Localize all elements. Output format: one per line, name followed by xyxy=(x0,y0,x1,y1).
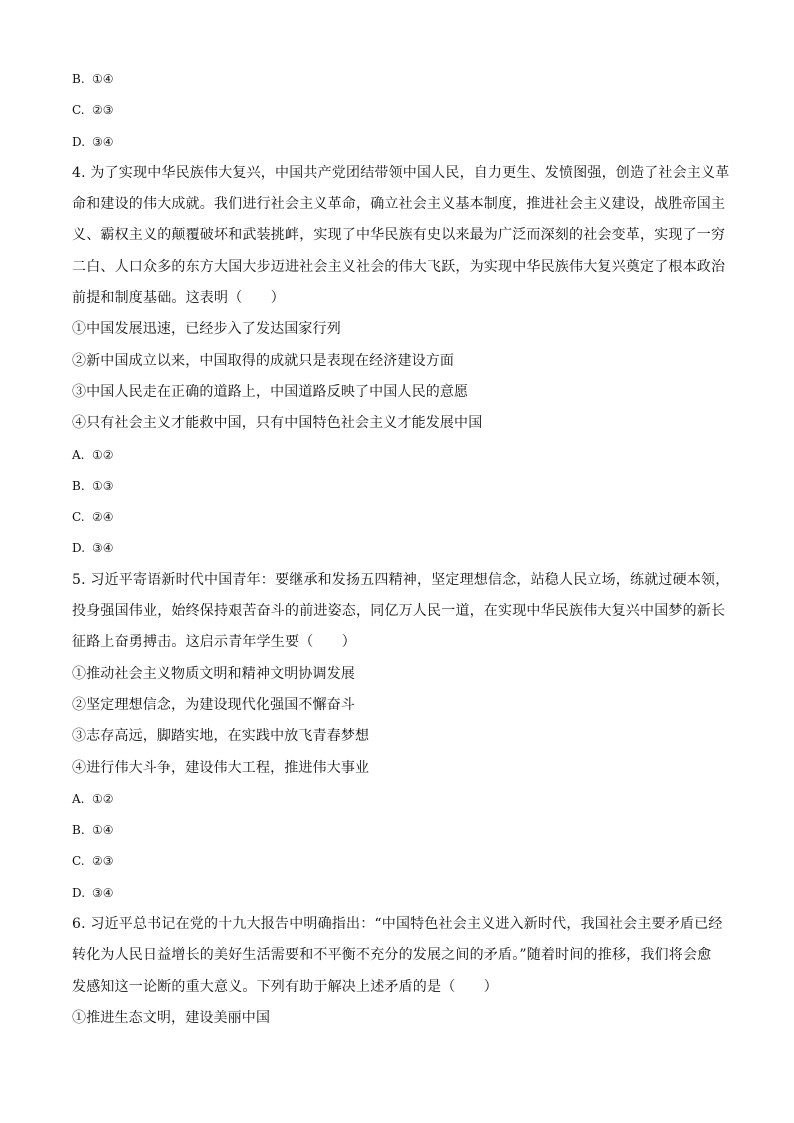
q4-stem-line: 二白、人口众多的东方大国大步迈进社会主义社会的伟大飞跃，为实现中华民族伟大复兴奠定了根本政治 xyxy=(72,258,726,275)
option-letter: C. xyxy=(72,854,85,869)
q3-option-c xyxy=(72,95,722,126)
q6-stem-line: 发感知这一论断的重大意义。下列有助于解决上述矛盾的是（ ） xyxy=(72,978,498,995)
q5-item-3: ③志存高远，脚踏实地，在实践中放飞青春梦想 xyxy=(72,728,370,745)
option-letter: A. xyxy=(72,447,85,462)
q6-stem-line: 6. 习近平总书记在党的十九大报告中明确指出：“中国特色社会主义进入新时代，我国社会主要矛盾已经 xyxy=(72,916,723,933)
option-letter: B. xyxy=(72,72,85,86)
question-5 xyxy=(72,565,730,909)
q4-stem-line: 命和建设的伟大成就。我们进行社会主义革命，确立社会主义基本制度，推进社会主义建设，战胜帝国主 xyxy=(72,196,726,213)
question-6 xyxy=(72,909,722,1034)
q5-option-c xyxy=(72,846,722,877)
q5-stem-line: 投身强国伟业，始终保持艰苦奋斗的前进姿态，同亿万人民一道，在实现中华民族伟大复兴中国梦的新长 xyxy=(72,603,726,620)
option-text: ③④ xyxy=(92,134,114,149)
q4-option-b xyxy=(72,471,722,502)
q4-option-a xyxy=(72,440,722,471)
q5-option-a xyxy=(72,784,722,815)
option-letter: B. xyxy=(72,478,85,493)
q4-item-2: ②新中国成立以来，中国取得的成就只是表现在经济建设方面 xyxy=(72,352,455,369)
q6-stem-line: 转化为人民日益增长的美好生活需要和不平衡不充分的发展之间的矛盾。”随着时间的推移，我们将会愈 xyxy=(72,947,712,964)
q3-option-b xyxy=(72,64,722,95)
q5-option-b xyxy=(72,815,722,846)
q5-option-d xyxy=(72,878,722,909)
q4-item-3: ③中国人民走在正确的道路上，中国道路反映了中国人民的意愿 xyxy=(72,383,469,400)
option-text: ②③ xyxy=(92,103,114,118)
q4-option-d xyxy=(72,533,722,564)
option-letter: B. xyxy=(72,823,85,838)
q3-option-d xyxy=(72,127,722,158)
option-text: ②④ xyxy=(92,510,114,525)
option-text: ②③ xyxy=(92,854,114,869)
option-letter: D. xyxy=(72,885,86,900)
q4-option-c xyxy=(72,502,722,533)
q5-item-1: ①推动社会主义物质文明和精神文明协调发展 xyxy=(72,665,355,682)
q4-item-1: ①中国发展迅速，已经步入了发达国家行列 xyxy=(72,321,341,338)
option-text: ③④ xyxy=(92,541,114,556)
q4-stem-line: 前提和制度基础。这表明（ ） xyxy=(72,290,285,307)
question-4 xyxy=(72,158,730,565)
option-letter: C. xyxy=(72,103,85,118)
exam-page xyxy=(72,64,730,1034)
q5-item-2: ②坚定理想信念，为建设现代化强国不懈奋斗 xyxy=(72,696,355,713)
q5-stem-line: 5. 习近平寄语新时代中国青年：要继承和发扬五四精神，坚定理想信念，站稳人民立场，练就过硬本领， xyxy=(72,571,730,588)
q6-item-1: ①推进生态文明，建设美丽中国 xyxy=(72,1009,271,1026)
option-letter: D. xyxy=(72,134,86,149)
q4-item-4: ④只有社会主义才能救中国，只有中国特色社会主义才能发展中国 xyxy=(72,415,483,432)
q5-item-4: ④进行伟大斗争，建设伟大工程，推进伟大事业 xyxy=(72,759,370,776)
option-text: ①④ xyxy=(92,823,114,838)
option-text: ①④ xyxy=(92,72,114,86)
option-letter: C. xyxy=(72,510,85,525)
option-text: ①② xyxy=(92,791,114,806)
q5-stem-line: 征路上奋勇搏击。这启示青年学生要（ ） xyxy=(72,634,356,651)
option-letter: D. xyxy=(72,541,86,556)
q4-stem-line: 4. 为了实现中华民族伟大复兴，中国共产党团结带领中国人民，自力更生、发愤图强，创造了社会主义革 xyxy=(72,164,730,181)
q4-stem-line: 义、霸权主义的颠覆破坏和武装挑衅，实现了中华民族有史以来最为广泛而深刻的社会变革，实现了一穷 xyxy=(72,227,726,244)
option-text: ③④ xyxy=(92,885,114,900)
option-text: ①③ xyxy=(92,478,114,493)
q3-options xyxy=(72,64,722,158)
option-text: ①② xyxy=(92,447,114,462)
option-letter: A. xyxy=(72,791,85,806)
